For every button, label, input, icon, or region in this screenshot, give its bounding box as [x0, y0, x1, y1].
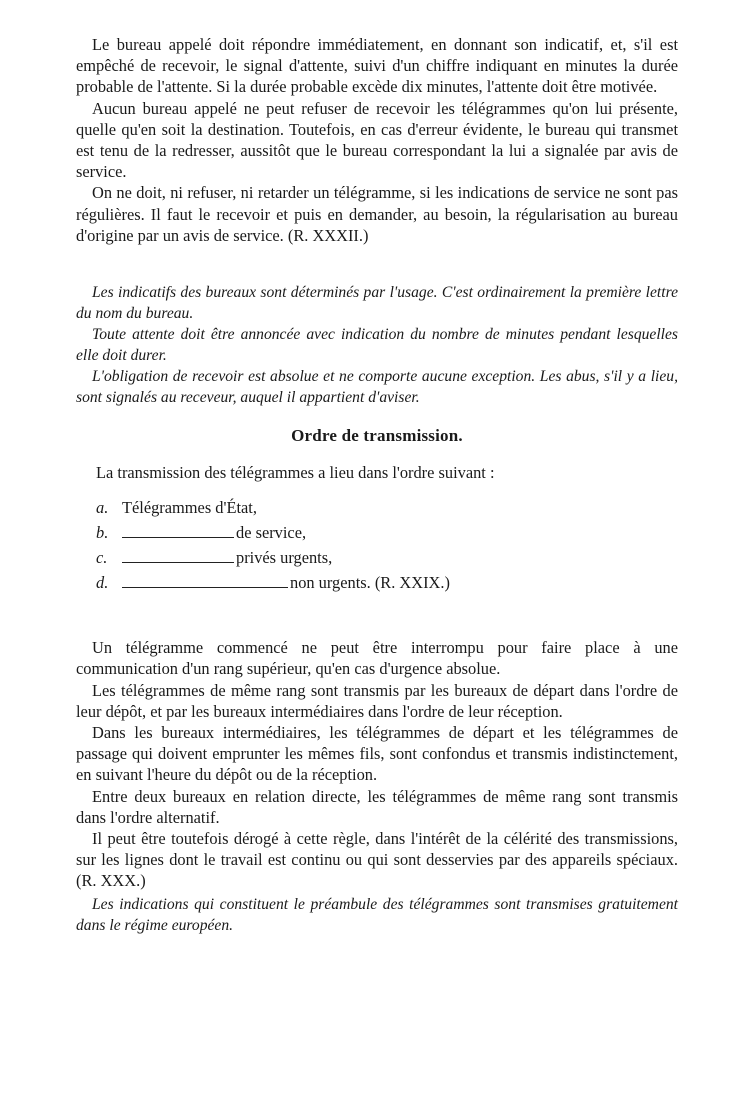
list-item: [96, 495, 678, 520]
paragraph: On ne doit, ni refuser, ni retarder un télégramme, si les indications de service ne sont pas régulières. Il faut le recevoir et puis en demander, au besoin, la régularisation au bureau d'origine par un avis de service. (R. XXXII.): [76, 183, 678, 245]
paragraph: Il peut être toutefois dérogé à cette règle, dans l'intérêt de la célérité des transmissions, sur les lignes dont le travail est continu ou qui sont desservies par des appareils spéciaux. (R. XXX.): [76, 829, 678, 891]
ditto-rule: [122, 537, 234, 538]
rules-section-answering: [76, 34, 678, 246]
ditto-rule: [122, 587, 288, 588]
list-marker: d.: [96, 573, 109, 593]
commentary-notes-1: [76, 282, 678, 408]
list-item: [96, 570, 678, 595]
section-heading: Ordre de transmission.: [291, 426, 463, 446]
list-item: [96, 545, 678, 570]
list-marker: b.: [96, 523, 109, 543]
list-text: Télégrammes d'État,: [122, 498, 257, 518]
note-paragraph: L'obligation de recevoir est absolue et ne comporte aucune exception. Les abus, s'il y a lieu, sont signalés au receveur, auquel il appartient d'aviser.: [76, 368, 678, 407]
note-paragraph: Les indicatifs des bureaux sont déterminés par l'usage. C'est ordinairement la première lettre du nom du bureau.: [76, 284, 678, 323]
rules-section-transmission: [76, 637, 678, 891]
note-paragraph: Toute attente doit être annoncée avec indication du nombre de minutes pendant lesquelles elle doit durer.: [76, 326, 678, 365]
paragraph: Dans les bureaux intermédiaires, les télégrammes de départ et les télégrammes de passage qui doivent emprunter les mêmes fils, sont confondus et transmis indistinctement, en suivant l'heure du dépôt ou de la réception.: [76, 723, 678, 785]
list-item: [96, 520, 678, 545]
list-marker: c.: [96, 548, 108, 568]
transmission-order-section: [76, 426, 678, 595]
note-paragraph: Les indications qui constituent le préambule des télégrammes sont transmises gratuitement dans le régime européen.: [76, 895, 678, 934]
paragraph: Le bureau appelé doit répondre immédiatement, en donnant son indicatif, et, s'il est empêché de recevoir, le signal d'attente, suivi d'un chiffre indiquant en minutes la durée probable de l'attente. Si la durée probable excède dix minutes, l'attente doit être motivée.: [76, 35, 678, 97]
list-text: non urgents. (R. XXIX.): [290, 573, 450, 593]
paragraph: Les télégrammes de même rang sont transmis par les bureaux de départ dans l'ordre de leur dépôt, et par les bureaux intermédiaires dans l'ordre de leur réception.: [76, 680, 678, 721]
transmission-order-list: [76, 495, 678, 595]
commentary-notes-2: [76, 894, 678, 936]
paragraph: Entre deux bureaux en relation directe, les télégrammes de même rang sont transmis dans l'ordre alternatif.: [76, 786, 678, 827]
ditto-rule: [122, 562, 234, 563]
list-text: privés urgents,: [236, 548, 333, 568]
paragraph: Aucun bureau appelé ne peut refuser de recevoir les télégrammes qu'on lui présente, quelle qu'en soit la destination. Toutefois, en cas d'erreur évidente, le bureau qui transmet est tenu de la redresser, aussitôt que le bureau correspondant la lui a signalée par avis de service.: [76, 98, 678, 182]
paragraph: Un télégramme commencé ne peut être interrompu pour faire place à une communication d'un rang supérieur, qu'en cas d'urgence absolue.: [76, 638, 678, 679]
section-lead: La transmission des télégrammes a lieu dans l'ordre suivant :: [96, 463, 495, 483]
list-marker: a.: [96, 498, 109, 518]
list-text: de service,: [236, 523, 307, 543]
